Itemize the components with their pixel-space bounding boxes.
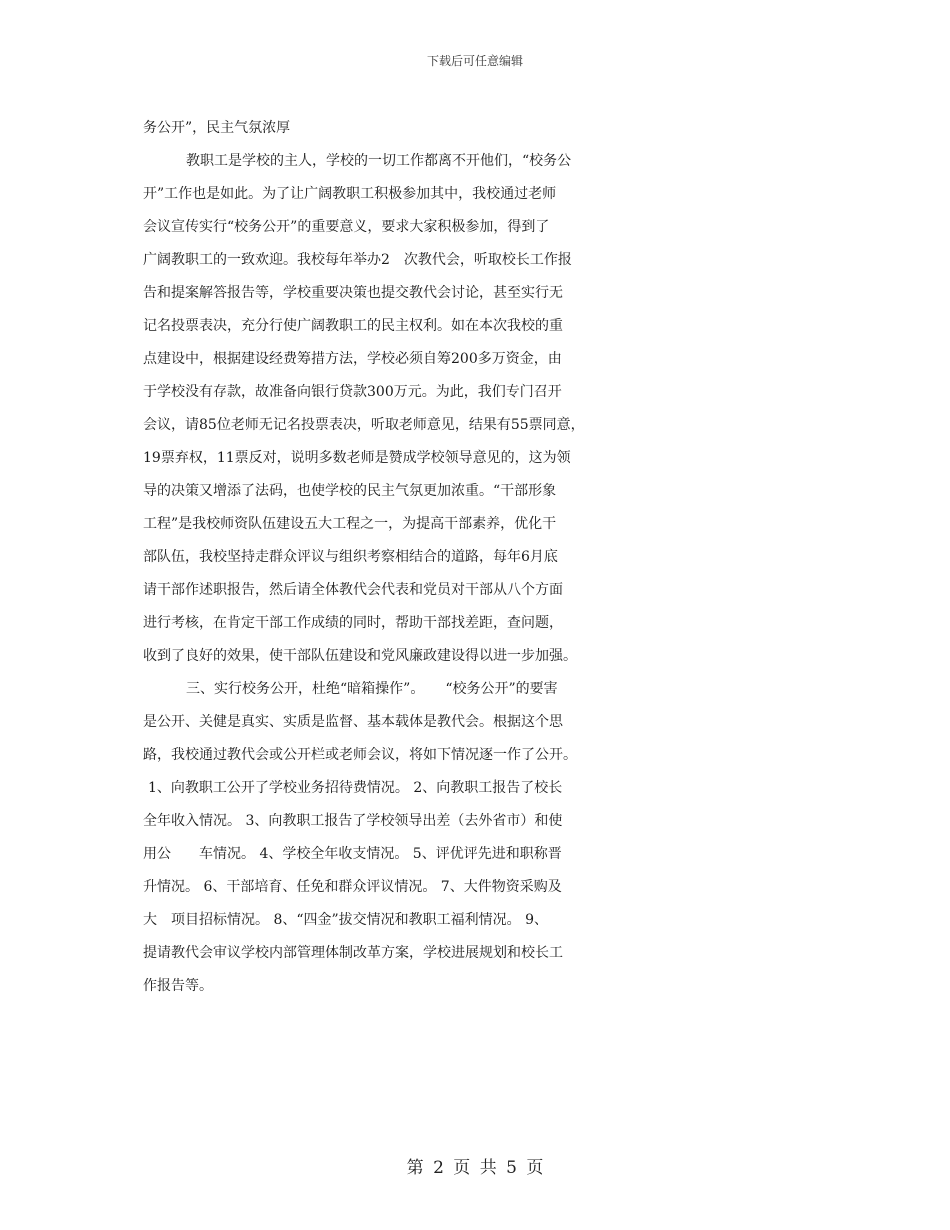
- text-line: 1、向教职工公开了学校业务招待费情况。 2、向教职工报告了校长: [148, 780, 563, 796]
- text-line: 工程”是我校师资队伍建设五大工程之一，为提高干部素养，优化干: [143, 516, 557, 532]
- text-line: 收到了良好的效果，使干部队伍建设和党风廉政建设得以进一步加强。: [143, 648, 577, 664]
- page-footer: 第 2 页 共 5 页: [406, 1158, 544, 1178]
- text-line: 提请教代会审议学校内部管理体制改革方案，学校进展规划和校长工: [143, 945, 563, 961]
- text-line: 三、实行校务公开，杜绝“暗箱操作”。 “校务公开”的要害: [186, 681, 558, 697]
- text-line: 19票弃权，11票反对，说明多数老师是赞成学校领导意见的，这为领: [143, 450, 571, 466]
- text-line: 教职工是学校的主人，学校的一切工作都离不开他们，“校务公: [186, 153, 572, 169]
- text-line: 告和提案解答报告等，学校重要决策也提交教代会讨论，甚至实行无: [143, 285, 563, 301]
- text-line: 请干部作述职报告，然后请全体教代会代表和党员对干部从八个方面: [143, 582, 563, 598]
- text-line: 点建设中，根据建设经费筹措方法，学校必须自筹200多万资金，由: [143, 351, 562, 367]
- page-header: 下载后可任意编辑: [426, 54, 523, 68]
- text-line: 务公开”，民主气氛浓厚: [143, 120, 291, 136]
- text-line: 作报告等。: [143, 978, 213, 994]
- text-line: 广阔教职工的一致欢迎。我校每年举办2 次教代会，听取校长工作报: [143, 252, 572, 268]
- text-line: 记名投票表决，充分行使广阔教职工的民主权利。如在本次我校的重: [143, 318, 563, 334]
- text-line: 部队伍，我校坚持走群众评议与组织考察相结合的道路，每年6月底: [143, 549, 558, 565]
- text-line: 进行考核，在肯定干部工作成绩的同时，帮助干部找差距，查问题，: [143, 615, 563, 631]
- text-line: 会议宣传实行“校务公开”的重要意义，要求大家积极参加，得到了: [143, 219, 550, 235]
- text-line: 升情况。 6、干部培育、任免和群众评议情况。 7、大件物资采购及: [143, 879, 562, 895]
- text-line: 路，我校通过教代会或公开栏或老师会议，将如下情况逐一作了公开。: [143, 747, 577, 763]
- text-line: 会议，请85位老师无记名投票表决，听取老师意见，结果有55票同意，: [143, 417, 585, 433]
- text-line: 开”工作也是如此。为了让广阔教职工积极参加其中，我校通过老师: [143, 186, 557, 202]
- text-line: 全年收入情况。 3、向教职工报告了学校领导出差（去外省市）和使: [143, 813, 563, 829]
- text-line: 导的决策又增添了法码，也使学校的民主气氛更加浓重。“干部形象: [143, 483, 557, 499]
- text-line: 大 项目招标情况。 8、“四金”拔交情况和教职工福利情况。 9、: [143, 912, 549, 928]
- text-line: 用公 车情况。 4、学校全年收支情况。 5、评优评先进和职称晋: [143, 846, 562, 862]
- text-line: 是公开、关健是真实、实质是监督、基本载体是教代会。根据这个思: [143, 714, 563, 730]
- text-line: 于学校没有存款，故准备向银行贷款300万元。为此，我们专门召开: [143, 384, 562, 400]
